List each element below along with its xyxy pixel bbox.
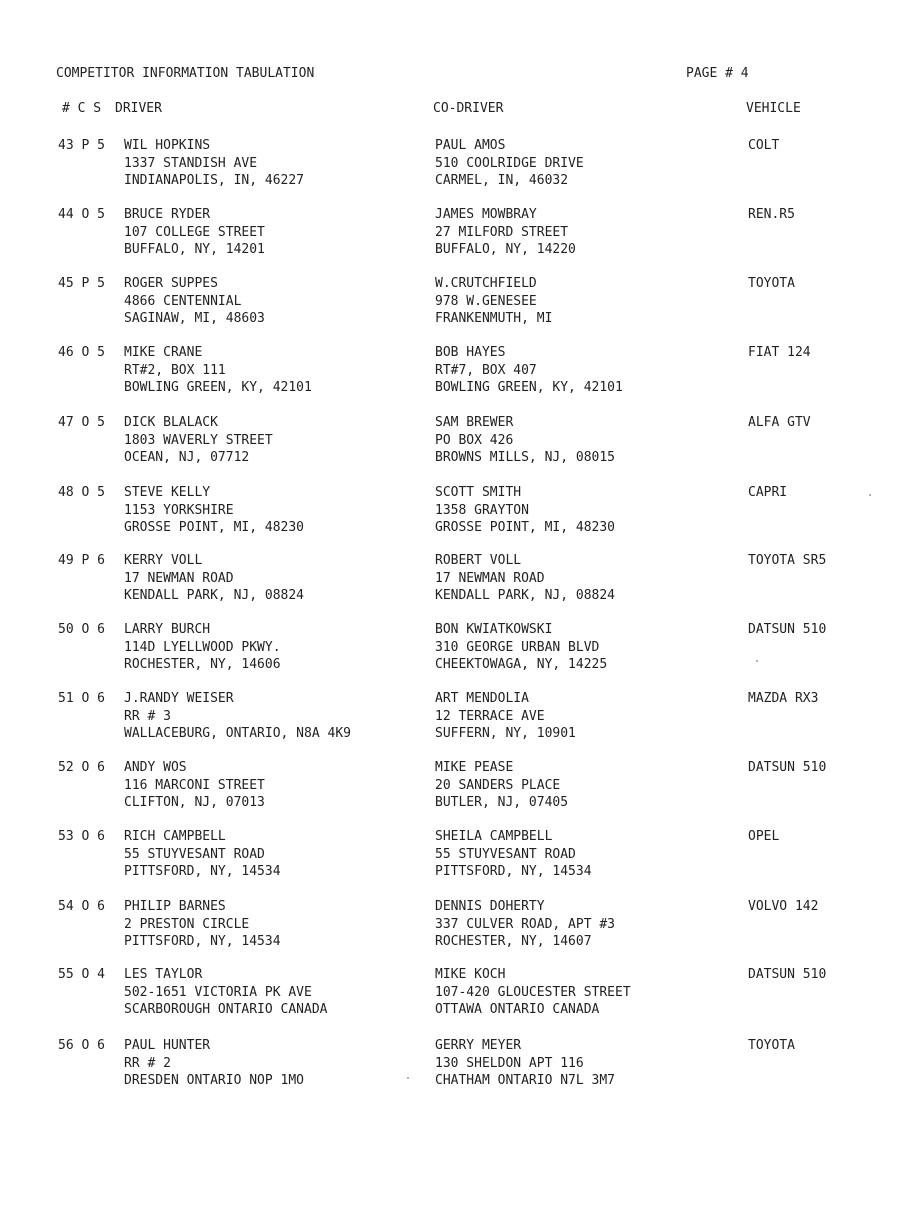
codriver-name: GERRY MEYER bbox=[435, 1038, 522, 1053]
codriver-name: SAM BREWER bbox=[435, 415, 514, 430]
driver-name: J.RANDY WEISER bbox=[124, 691, 234, 706]
codriver-name: SCOTT SMITH bbox=[435, 485, 522, 500]
driver-address: RT#2, BOX 111 bbox=[124, 362, 226, 378]
codriver-block bbox=[435, 344, 623, 397]
vehicle: MAZDA RX3 bbox=[748, 691, 819, 706]
competitor-entry bbox=[0, 344, 900, 404]
driver-address: 1337 STANDISH AVE bbox=[124, 155, 258, 171]
driver-block bbox=[124, 552, 304, 605]
vehicle: TOYOTA bbox=[748, 1038, 795, 1053]
entry-number-class-seed: 44 O 5 bbox=[58, 207, 105, 222]
competitor-entry bbox=[0, 275, 900, 335]
document-title: COMPETITOR INFORMATION TABULATION bbox=[56, 66, 315, 81]
entry-number-class-seed: 45 P 5 bbox=[58, 276, 105, 291]
scan-speck bbox=[869, 494, 871, 496]
entry-number-class-seed: 53 O 6 bbox=[58, 829, 105, 844]
driver-block bbox=[124, 414, 273, 467]
codriver-block bbox=[435, 206, 576, 259]
driver-block bbox=[124, 690, 351, 743]
column-header-driver: DRIVER bbox=[115, 101, 162, 116]
codriver-address: 107-420 GLOUCESTER STREET bbox=[435, 984, 631, 1000]
driver-block bbox=[124, 275, 265, 328]
vehicle: TOYOTA bbox=[748, 276, 795, 291]
driver-name: RICH CAMPBELL bbox=[124, 829, 226, 844]
driver-city: OCEAN, NJ, 07712 bbox=[124, 450, 250, 465]
competitor-entry bbox=[0, 414, 900, 474]
driver-address: 4866 CENTENNIAL bbox=[124, 293, 242, 309]
codriver-city: ROCHESTER, NY, 14607 bbox=[435, 934, 592, 949]
driver-block bbox=[124, 898, 281, 951]
codriver-block bbox=[435, 414, 615, 467]
codriver-city: BROWNS MILLS, NJ, 08015 bbox=[435, 450, 616, 465]
page-number: PAGE # 4 bbox=[686, 66, 749, 81]
driver-city: PITTSFORD, NY, 14534 bbox=[124, 934, 281, 949]
column-header-number-class-seed: # C S bbox=[62, 101, 102, 116]
competitor-entry bbox=[0, 1037, 900, 1097]
entry-number-class-seed: 49 P 6 bbox=[58, 553, 105, 568]
codriver-block bbox=[435, 552, 615, 605]
driver-name: ROGER SUPPES bbox=[124, 276, 218, 291]
driver-address: 1153 YORKSHIRE bbox=[124, 502, 234, 518]
codriver-address: 17 NEWMAN ROAD bbox=[435, 570, 545, 586]
entry-number-class-seed: 56 O 6 bbox=[58, 1038, 105, 1053]
column-header-vehicle: VEHICLE bbox=[746, 101, 801, 116]
codriver-address: 1358 GRAYTON bbox=[435, 502, 529, 518]
entry-number-class-seed: 55 O 4 bbox=[58, 967, 105, 982]
codriver-city: OTTAWA ONTARIO CANADA bbox=[435, 1002, 600, 1017]
codriver-name: W.CRUTCHFIELD bbox=[435, 276, 537, 291]
driver-name: LES TAYLOR bbox=[124, 967, 203, 982]
column-header-codriver: CO-DRIVER bbox=[433, 101, 504, 116]
codriver-city: SUFFERN, NY, 10901 bbox=[435, 726, 576, 741]
driver-city: GROSSE POINT, MI, 48230 bbox=[124, 520, 305, 535]
codriver-city: CHATHAM ONTARIO N7L 3M7 bbox=[435, 1073, 616, 1088]
codriver-address: 337 CULVER ROAD, APT #3 bbox=[435, 916, 616, 932]
driver-city: BUFFALO, NY, 14201 bbox=[124, 242, 265, 257]
driver-name: PAUL HUNTER bbox=[124, 1038, 211, 1053]
codriver-name: BOB HAYES bbox=[435, 345, 506, 360]
codriver-address: 130 SHELDON APT 116 bbox=[435, 1055, 584, 1071]
driver-address: 1803 WAVERLY STREET bbox=[124, 432, 273, 448]
driver-name: MIKE CRANE bbox=[124, 345, 203, 360]
driver-block bbox=[124, 966, 328, 1019]
codriver-address: 978 W.GENESEE bbox=[435, 293, 537, 309]
driver-name: DICK BLALACK bbox=[124, 415, 218, 430]
driver-address: 17 NEWMAN ROAD bbox=[124, 570, 234, 586]
codriver-address: 510 COOLRIDGE DRIVE bbox=[435, 155, 584, 171]
competitor-entry bbox=[0, 206, 900, 266]
vehicle: FIAT 124 bbox=[748, 345, 811, 360]
vehicle: ALFA GTV bbox=[748, 415, 811, 430]
entry-number-class-seed: 52 O 6 bbox=[58, 760, 105, 775]
codriver-city: BOWLING GREEN, KY, 42101 bbox=[435, 380, 623, 395]
codriver-address: PO BOX 426 bbox=[435, 432, 514, 448]
driver-block bbox=[124, 759, 265, 812]
driver-address: 2 PRESTON CIRCLE bbox=[124, 916, 250, 932]
competitor-entry bbox=[0, 690, 900, 750]
driver-city: DRESDEN ONTARIO NOP 1MO bbox=[124, 1073, 305, 1088]
entry-number-class-seed: 54 O 6 bbox=[58, 899, 105, 914]
competitor-entry bbox=[0, 759, 900, 819]
vehicle: VOLVO 142 bbox=[748, 899, 819, 914]
vehicle: DATSUN 510 bbox=[748, 967, 827, 982]
entry-number-class-seed: 50 O 6 bbox=[58, 622, 105, 637]
codriver-city: BUTLER, NJ, 07405 bbox=[435, 795, 569, 810]
competitor-entry bbox=[0, 966, 900, 1026]
driver-city: CLIFTON, NJ, 07013 bbox=[124, 795, 265, 810]
codriver-block bbox=[435, 484, 615, 537]
codriver-address: 55 STUYVESANT ROAD bbox=[435, 846, 576, 862]
codriver-block bbox=[435, 759, 568, 812]
codriver-city: KENDALL PARK, NJ, 08824 bbox=[435, 588, 616, 603]
competitor-entry bbox=[0, 828, 900, 888]
driver-address: RR # 2 bbox=[124, 1055, 171, 1071]
driver-name: ANDY WOS bbox=[124, 760, 187, 775]
codriver-address: 310 GEORGE URBAN BLVD bbox=[435, 639, 600, 655]
codriver-city: GROSSE POINT, MI, 48230 bbox=[435, 520, 616, 535]
codriver-city: CARMEL, IN, 46032 bbox=[435, 173, 569, 188]
codriver-address: 27 MILFORD STREET bbox=[435, 224, 569, 240]
codriver-block bbox=[435, 898, 615, 951]
driver-address: 107 COLLEGE STREET bbox=[124, 224, 265, 240]
codriver-city: CHEEKTOWAGA, NY, 14225 bbox=[435, 657, 608, 672]
driver-address: 116 MARCONI STREET bbox=[124, 777, 265, 793]
entry-number-class-seed: 47 O 5 bbox=[58, 415, 105, 430]
codriver-name: PAUL AMOS bbox=[435, 138, 506, 153]
codriver-city: BUFFALO, NY, 14220 bbox=[435, 242, 576, 257]
codriver-name: MIKE PEASE bbox=[435, 760, 514, 775]
vehicle: REN.R5 bbox=[748, 207, 795, 222]
codriver-block bbox=[435, 275, 552, 328]
driver-city: ROCHESTER, NY, 14606 bbox=[124, 657, 281, 672]
codriver-block bbox=[435, 966, 631, 1019]
driver-city: BOWLING GREEN, KY, 42101 bbox=[124, 380, 312, 395]
driver-address: 502-1651 VICTORIA PK AVE bbox=[124, 984, 312, 1000]
entry-number-class-seed: 48 O 5 bbox=[58, 485, 105, 500]
codriver-block bbox=[435, 1037, 615, 1090]
vehicle: CAPRI bbox=[748, 485, 788, 500]
codriver-name: MIKE KOCH bbox=[435, 967, 506, 982]
codriver-block bbox=[435, 690, 576, 743]
codriver-name: ROBERT VOLL bbox=[435, 553, 522, 568]
driver-name: KERRY VOLL bbox=[124, 553, 203, 568]
codriver-address: 20 SANDERS PLACE bbox=[435, 777, 561, 793]
competitor-entry bbox=[0, 898, 900, 958]
codriver-block bbox=[435, 621, 607, 674]
codriver-address: RT#7, BOX 407 bbox=[435, 362, 537, 378]
entry-number-class-seed: 46 O 5 bbox=[58, 345, 105, 360]
codriver-block bbox=[435, 137, 584, 190]
codriver-address: 12 TERRACE AVE bbox=[435, 708, 545, 724]
competitor-entry bbox=[0, 137, 900, 197]
driver-block bbox=[124, 484, 304, 537]
codriver-name: DENNIS DOHERTY bbox=[435, 899, 545, 914]
driver-city: SCARBOROUGH ONTARIO CANADA bbox=[124, 1002, 328, 1017]
competitor-entry bbox=[0, 484, 900, 544]
codriver-name: JAMES MOWBRAY bbox=[435, 207, 537, 222]
driver-name: WIL HOPKINS bbox=[124, 138, 211, 153]
driver-block bbox=[124, 206, 265, 259]
codriver-name: ART MENDOLIA bbox=[435, 691, 529, 706]
driver-city: PITTSFORD, NY, 14534 bbox=[124, 864, 281, 879]
driver-block bbox=[124, 137, 304, 190]
driver-city: WALLACEBURG, ONTARIO, N8A 4K9 bbox=[124, 726, 351, 741]
driver-city: SAGINAW, MI, 48603 bbox=[124, 311, 265, 326]
vehicle: COLT bbox=[748, 138, 780, 153]
entry-number-class-seed: 43 P 5 bbox=[58, 138, 105, 153]
driver-name: BRUCE RYDER bbox=[124, 207, 211, 222]
driver-address: RR # 3 bbox=[124, 708, 171, 724]
codriver-city: FRANKENMUTH, MI bbox=[435, 311, 553, 326]
driver-address: 114D LYELLWOOD PKWY. bbox=[124, 639, 281, 655]
driver-name: LARRY BURCH bbox=[124, 622, 211, 637]
driver-address: 55 STUYVESANT ROAD bbox=[124, 846, 265, 862]
driver-block bbox=[124, 1037, 304, 1090]
codriver-name: SHEILA CAMPBELL bbox=[435, 829, 553, 844]
driver-block bbox=[124, 828, 281, 881]
vehicle: TOYOTA SR5 bbox=[748, 553, 827, 568]
vehicle: DATSUN 510 bbox=[748, 622, 827, 637]
driver-city: KENDALL PARK, NJ, 08824 bbox=[124, 588, 305, 603]
codriver-block bbox=[435, 828, 592, 881]
driver-name: STEVE KELLY bbox=[124, 485, 211, 500]
competitor-entry bbox=[0, 621, 900, 681]
driver-block bbox=[124, 344, 312, 397]
codriver-name: BON KWIATKOWSKI bbox=[435, 622, 553, 637]
scan-speck bbox=[756, 660, 758, 662]
codriver-city: PITTSFORD, NY, 14534 bbox=[435, 864, 592, 879]
scan-speck bbox=[407, 1077, 409, 1079]
competitor-entry bbox=[0, 552, 900, 612]
vehicle: DATSUN 510 bbox=[748, 760, 827, 775]
driver-city: INDIANAPOLIS, IN, 46227 bbox=[124, 173, 305, 188]
driver-block bbox=[124, 621, 281, 674]
entry-number-class-seed: 51 O 6 bbox=[58, 691, 105, 706]
driver-name: PHILIP BARNES bbox=[124, 899, 226, 914]
vehicle: OPEL bbox=[748, 829, 780, 844]
